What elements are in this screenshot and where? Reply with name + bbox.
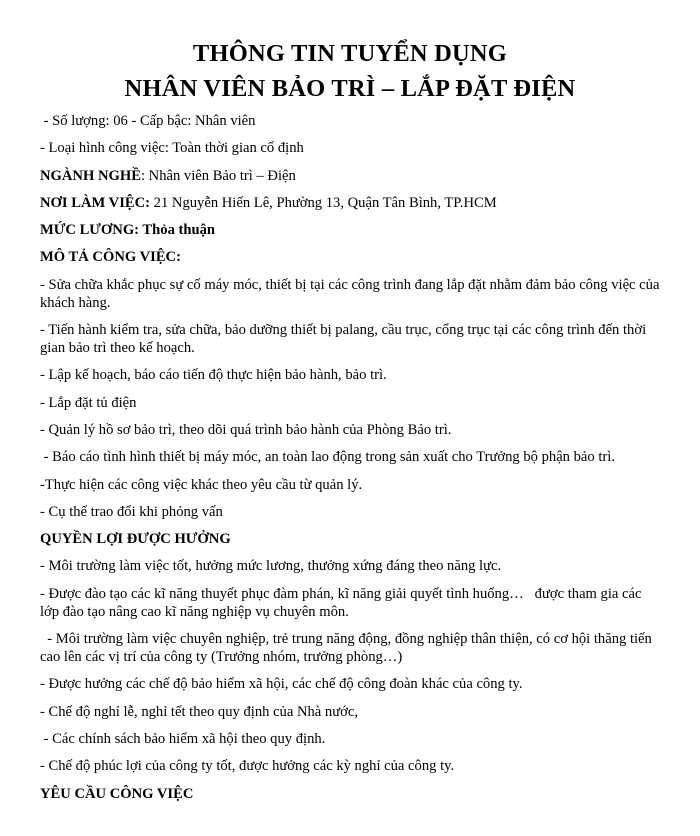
location-line	[40, 194, 660, 212]
title-line-1: THÔNG TIN TUYỂN DỤNG	[192, 40, 508, 67]
career-label: NGÀNH NGHỀ	[40, 167, 141, 184]
career-line	[40, 167, 660, 185]
salary-line	[40, 221, 660, 239]
location-value: 21 Nguyễn Hiến Lê, Phường 13, Quận Tân Bình, TP.HCM	[150, 194, 497, 211]
job-description-item: - Báo cáo tình hình thiết bị máy móc, an toàn lao động trong sản xuất cho Trưởng bộ phận bảo trì.	[40, 449, 615, 466]
benefits-item: - Được đào tạo các kĩ năng thuyết phục đàm phán, kĩ năng giải quyết tình huống… được tham gia các lớp đào tạo nâng cao kĩ năng nghiệp vụ chuyên môn.	[40, 585, 646, 620]
benefits-heading: QUYỀN LỢI ĐƯỢC HƯỞNG	[40, 531, 231, 548]
job-description-heading: MÔ TẢ CÔNG VIỆC:	[40, 249, 181, 266]
requirements-heading: YÊU CẦU CÔNG VIỆC	[40, 785, 194, 802]
benefits-item: - Môi trường làm việc tốt, hưởng mức lương, thưởng xứng đáng theo năng lực.	[40, 558, 502, 575]
benefits-item: - Các chính sách bảo hiểm xã hội theo quy định.	[40, 730, 326, 747]
job-description-item: - Cụ thể trao đổi khi phỏng vấn	[40, 503, 223, 520]
salary-label: MỨC LƯƠNG:	[40, 222, 140, 239]
quantity-line: - Số lượng: 06 - Cấp bậc: Nhân viên	[40, 113, 256, 129]
salary-value: Thỏa thuận	[139, 222, 216, 239]
benefits-item: - Được hưởng các chế độ bảo hiểm xã hội, các chế độ công đoàn khác của công ty.	[40, 676, 523, 693]
job-description-item: - Tiến hành kiểm tra, sửa chữa, bảo dưỡng thiết bị palang, cầu trục, cổng trục tại các công trình đến thời gian bảo trì theo kế hoạch.	[40, 322, 647, 357]
location-label: NƠI LÀM VIỆC:	[40, 194, 151, 211]
benefits-item: - Chế độ phúc lợi của công ty tốt, được hưởng các kỳ nghỉ của công ty.	[40, 758, 455, 775]
job-description-item: - Lập kế hoạch, báo cáo tiến độ thực hiện bảo hành, bảo trì.	[40, 367, 387, 384]
job-description-item: - Sửa chữa khắc phục sự cố máy móc, thiết bị tại các công trình đang lắp đặt nhằm đảm bảo công việc của khách hàng.	[40, 276, 660, 311]
benefits-item: - Môi trường làm việc chuyên nghiệp, trẻ trung năng động, đồng nghiệp thân thiện, có cơ hội thăng tiến cao lên các vị trí của công ty (Trưởng nhóm, trưởng phòng…)	[40, 631, 656, 666]
job-description-item: - Lắp đặt tủ điện	[40, 394, 137, 411]
job-description-item: - Quản lý hồ sơ bảo trì, theo dõi quá trình bảo hành của Phòng Bảo trì.	[40, 421, 452, 438]
benefits-item: - Chế độ nghỉ lễ, nghỉ tết theo quy định của Nhà nước,	[40, 703, 358, 720]
job-description-item: -Thực hiện các công việc khác theo yêu cầu từ quản lý.	[40, 476, 363, 493]
career-value: : Nhân viên Bảo trì – Điện	[140, 167, 296, 184]
work-type-line: - Loại hình công việc: Toàn thời gian cố định	[40, 140, 304, 157]
document-title	[40, 36, 660, 106]
title-line-2: NHÂN VIÊN BẢO TRÌ – LẮP ĐẶT ĐIỆN	[124, 75, 576, 102]
